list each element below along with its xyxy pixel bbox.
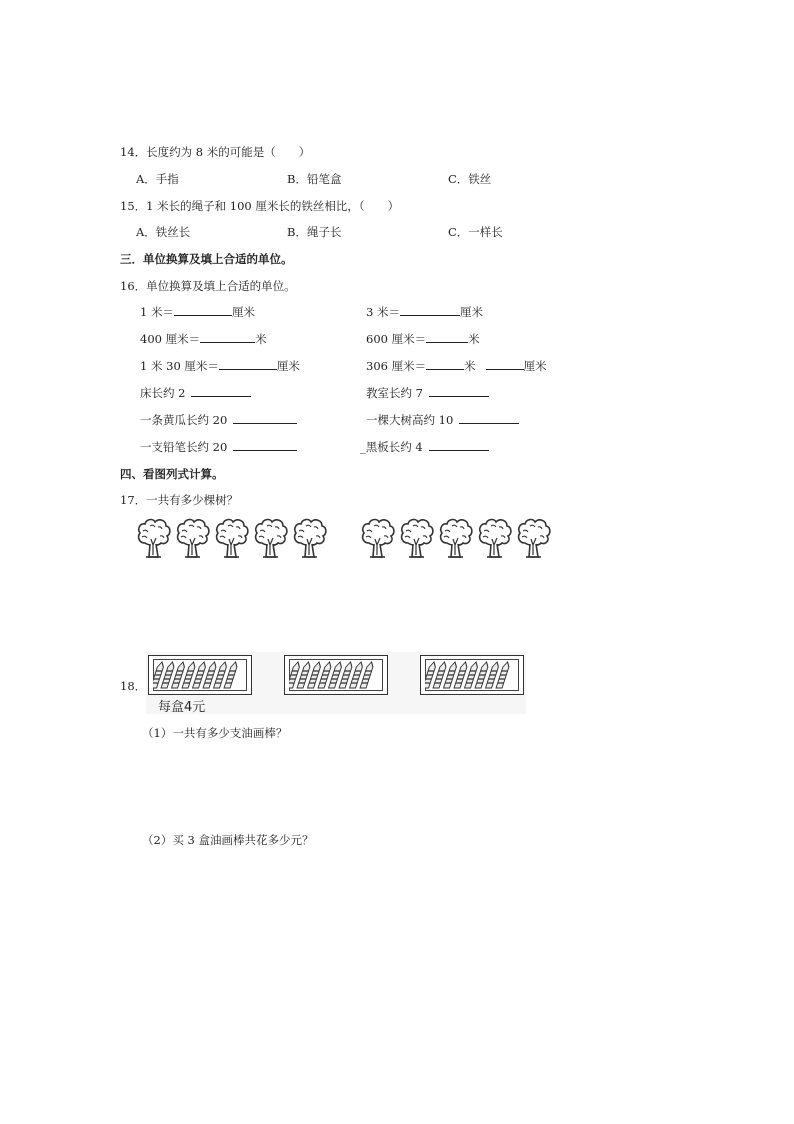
answer-blank[interactable]	[429, 440, 489, 451]
q18-sub1: （1）一共有多少支油画棒？	[142, 726, 288, 740]
crayon-box	[284, 655, 388, 695]
tree-icon	[477, 517, 512, 559]
tree-icon	[292, 517, 327, 559]
section-3-title: 三．单位换算及填上合适的单位。	[120, 252, 293, 266]
crayon-box-icon	[289, 659, 383, 691]
answer-blank[interactable]	[200, 332, 255, 343]
q14-option-c: C．铁丝	[448, 172, 492, 186]
tree-icon	[516, 517, 551, 559]
q18-sub2: （2）买 3 盒油画棒共花多少元？	[142, 833, 314, 847]
answer-blank[interactable]	[459, 413, 519, 424]
q14-option-b: B．铅笔盒	[287, 172, 342, 186]
tree-icon	[136, 517, 171, 559]
q16-row2-right: 600 厘米＝ 米	[366, 332, 480, 346]
answer-blank[interactable]	[426, 332, 468, 343]
q18-number: 18．	[120, 679, 147, 693]
q14-option-a: A．手指	[136, 172, 179, 186]
q16-row4-right: 教室长约 7	[366, 385, 489, 401]
answer-blank[interactable]	[233, 440, 297, 451]
crayon-box	[420, 655, 524, 695]
q16-row3-left: 1 米 30 厘米＝ 厘米	[140, 359, 300, 373]
tree-group-left	[136, 517, 327, 559]
tree-icon	[214, 517, 249, 559]
q16-row5-left: 一条黄瓜长约 20	[140, 412, 297, 428]
q16-row3-right: 306 厘米＝ 米 厘米	[366, 359, 547, 373]
crayon-box	[148, 655, 252, 695]
price-label: 每盒4元	[158, 700, 206, 715]
q17-stem: 17．一共有多少棵树？	[120, 493, 239, 507]
q16-row1-left: 1 米＝ 厘米	[140, 305, 255, 319]
q16-row5-right: 一棵大树高约 10	[366, 412, 519, 428]
tree-icon	[399, 517, 434, 559]
crayon-box-icon	[425, 659, 519, 691]
q16-row4-left: 床长约 2	[140, 385, 251, 401]
answer-blank[interactable]	[429, 386, 489, 397]
q15-option-a: A．铁丝长	[136, 225, 191, 239]
tree-icon	[360, 517, 395, 559]
q16-row6-left: 一支铅笔长约 20	[140, 439, 297, 455]
answer-blank[interactable]	[219, 359, 277, 370]
q15-option-b: B．绳子长	[287, 225, 342, 239]
q16-stem: 16．单位换算及填上合适的单位。	[120, 279, 296, 293]
section-4-title: 四、看图列式计算。	[120, 467, 224, 481]
q16-row6-right: _黑板长约 4	[360, 439, 489, 455]
tree-icon	[438, 517, 473, 559]
answer-blank[interactable]	[174, 305, 232, 316]
answer-blank[interactable]	[233, 413, 297, 424]
tree-icon	[175, 517, 210, 559]
q15-stem: 15．1 米长的绳子和 100 厘米长的铁丝相比，（ ）	[120, 199, 400, 213]
q14-stem: 14．长度约为 8 米的可能是（ ）	[120, 145, 311, 159]
answer-blank[interactable]	[426, 359, 464, 370]
q16-row2-left: 400 厘米＝ 米	[140, 332, 267, 346]
answer-blank[interactable]	[400, 305, 460, 316]
crayon-box-icon	[153, 659, 247, 691]
tree-icon	[253, 517, 288, 559]
tree-group-right	[360, 517, 551, 559]
q15-option-c: C．一样长	[448, 225, 503, 239]
answer-blank[interactable]	[486, 359, 524, 370]
answer-blank[interactable]	[191, 386, 251, 397]
q16-row1-right: 3 米＝ 厘米	[366, 305, 483, 319]
